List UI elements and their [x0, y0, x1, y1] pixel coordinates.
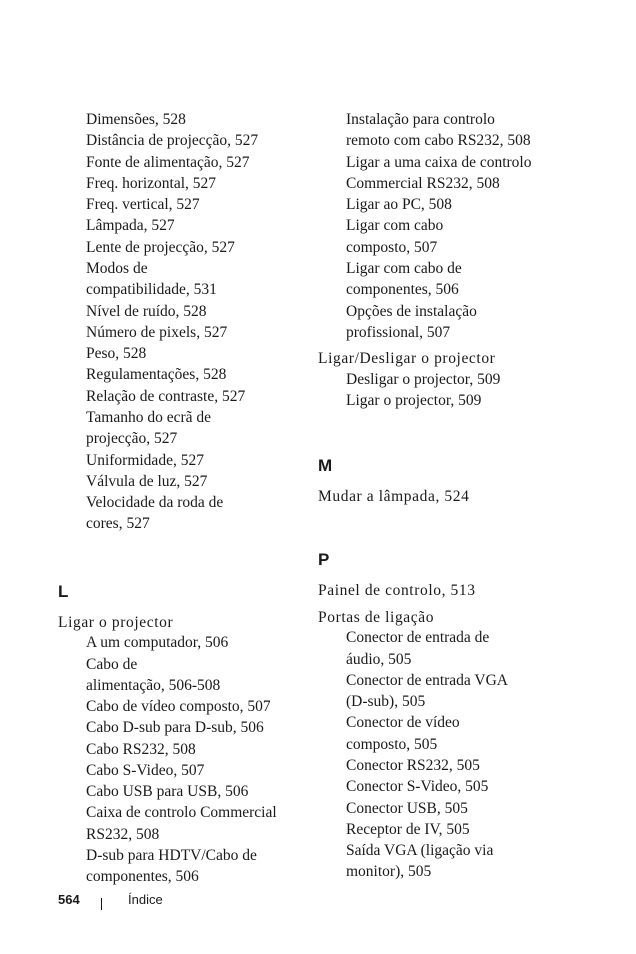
index-subentry: Cabo de vídeo composto, 507	[86, 698, 271, 716]
index-subentry: áudio, 505	[346, 650, 412, 668]
index-subentry: cores, 527	[86, 515, 150, 533]
index-subentry: Uniformidade, 527	[86, 451, 204, 469]
index-subentry: Cabo USB para USB, 506	[86, 783, 249, 801]
index-subentry: Conector USB, 505	[346, 799, 468, 817]
index-subentry: Modos de	[86, 259, 148, 277]
footer-separator	[101, 898, 102, 910]
index-subentry: Freq. vertical, 527	[86, 196, 200, 214]
index-entry-portas-de-ligacao: Portas de ligação	[318, 608, 435, 626]
index-subentry: Dimensões, 528	[86, 111, 186, 128]
index-subentry: Saída VGA (ligação via	[346, 842, 494, 860]
index-subentry: RS232, 508	[86, 825, 160, 843]
index-subentry: Ligar com cabo de	[346, 259, 462, 277]
index-subentry: Tamanho do ecrã de	[86, 408, 212, 426]
index-subentry: remoto com cabo RS232, 508	[346, 132, 531, 150]
index-subentry: Relação de contraste, 527	[86, 387, 246, 405]
index-subentry: Receptor de IV, 505	[346, 820, 470, 838]
index-subentry: Cabo RS232, 508	[86, 740, 196, 758]
index-subentry: projecção, 527	[86, 430, 178, 448]
index-subentry: Velocidade da roda de	[86, 494, 224, 512]
index-subentry: Distância de projecção, 527	[86, 132, 259, 150]
page-number: 564	[58, 892, 80, 907]
footer-section-name: Índice	[128, 892, 163, 907]
continued-entries-left	[58, 110, 298, 535]
index-subentry: monitor), 505	[346, 863, 432, 881]
index-subentry: Conector S-Video, 505	[346, 778, 489, 796]
index-column-left	[58, 110, 298, 889]
section-heading-L: L	[58, 581, 69, 601]
index-subentry: componentes, 506	[346, 281, 459, 299]
index-entry-mudar-a-lampada: Mudar a lâmpada, 524	[318, 487, 470, 505]
index-subentry: Caixa de controlo Commercial	[86, 804, 277, 822]
index-subentry: Lente de projecção, 527	[86, 238, 235, 256]
index-subentry: Número de pixels, 527	[86, 323, 228, 341]
subentries-ligar-desligar	[318, 370, 568, 412]
index-subentry: Nível de ruído, 528	[86, 302, 207, 320]
index-subentry: Freq. horizontal, 527	[86, 174, 217, 192]
index-subentry: (D-sub), 505	[346, 693, 426, 711]
index-subentry: Cabo de	[86, 655, 138, 673]
index-subentry: Ligar a uma caixa de controlo	[346, 153, 532, 171]
index-subentry: Instalação para controlo	[346, 111, 495, 128]
section-heading-P: P	[318, 550, 330, 570]
index-subentry: Regulamentações, 528	[86, 366, 227, 384]
index-subentry: Opções de instalação	[346, 302, 477, 320]
index-subentry: Ligar ao PC, 508	[346, 196, 452, 214]
index-subentry: Fonte de alimentação, 527	[86, 153, 250, 171]
index-subentry: Conector de entrada de	[346, 629, 490, 647]
subentries-portas-de-ligacao	[318, 628, 568, 883]
section-heading-M: M	[318, 455, 333, 475]
index-subentry: alimentação, 506-508	[86, 676, 221, 694]
index-subentry: Ligar o projector, 509	[346, 392, 482, 410]
index-subentry: Conector RS232, 505	[346, 757, 480, 775]
index-subentry: Ligar com cabo	[346, 217, 444, 235]
continued-entries-right	[318, 110, 568, 343]
index-subentry: Conector de vídeo	[346, 714, 460, 732]
index-subentry: Peso, 528	[86, 345, 147, 363]
subentries-ligar-o-projector	[58, 633, 298, 888]
index-subentry: composto, 505	[346, 735, 438, 753]
index-entry-painel-de-controlo: Painel de controlo, 513	[318, 582, 476, 600]
index-subentry: Lâmpada, 527	[86, 217, 175, 235]
index-subentry: compatibilidade, 531	[86, 281, 217, 299]
index-subentry: Desligar o projector, 509	[346, 371, 501, 388]
index-subentry: A um computador, 506	[86, 634, 229, 652]
index-entry-ligar-desligar: Ligar/Desligar o projector	[318, 350, 496, 368]
index-subentry: Válvula de luz, 527	[86, 472, 208, 490]
index-subentry: Commercial RS232, 508	[346, 174, 500, 192]
index-subentry: Conector de entrada VGA	[346, 671, 508, 689]
page-footer	[58, 892, 163, 907]
index-subentry: Cabo D-sub para D-sub, 506	[86, 719, 264, 737]
index-subentry: componentes, 506	[86, 868, 199, 886]
index-subentry: composto, 507	[346, 238, 438, 256]
index-subentry: profissional, 507	[346, 323, 451, 341]
index-column-right	[318, 110, 568, 884]
index-entry-ligar-o-projector: Ligar o projector	[58, 613, 174, 631]
index-subentry: Cabo S-Video, 507	[86, 761, 205, 779]
index-subentry: D-sub para HDTV/Cabo de	[86, 847, 257, 865]
